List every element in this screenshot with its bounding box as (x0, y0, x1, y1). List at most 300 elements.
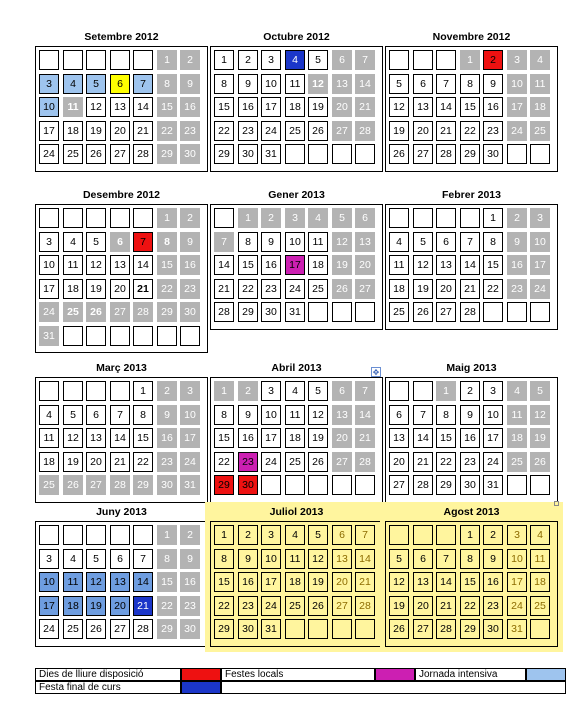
day-cell: 27 (355, 279, 375, 299)
month-title: Juliol 2013 (269, 506, 324, 518)
day-cell: 1 (214, 381, 234, 401)
day-cell: 27 (110, 144, 130, 164)
day-cell: 29 (133, 475, 153, 495)
day-cell: 4 (507, 381, 527, 401)
day-cell: 14 (133, 572, 153, 592)
day-cell: 16 (483, 97, 503, 117)
day-cell: 11 (285, 405, 305, 425)
day-cell: 19 (389, 121, 409, 141)
day-cell: 27 (436, 302, 456, 322)
empty-day-cell (507, 475, 527, 495)
day-cell: 13 (355, 232, 375, 252)
day-cell: 24 (39, 144, 59, 164)
day-cell: 2 (238, 50, 258, 70)
empty-day-cell (355, 144, 375, 164)
day-cell: 3 (261, 381, 281, 401)
day-cell: 19 (63, 452, 83, 472)
day-cell: 23 (483, 121, 503, 141)
day-cell: 24 (483, 452, 503, 472)
day-cell: 1 (436, 381, 456, 401)
day-cell: 1 (157, 525, 177, 545)
day-cell: 26 (413, 302, 433, 322)
day-cell: 30 (180, 619, 200, 639)
empty-day-cell (63, 381, 83, 401)
day-cell: 15 (436, 428, 456, 448)
month-grid (385, 377, 558, 503)
day-cell: 14 (436, 97, 456, 117)
day-cell: 21 (436, 596, 456, 616)
day-cell: 22 (214, 121, 234, 141)
day-cell: 23 (460, 452, 480, 472)
day-cell: 26 (332, 279, 352, 299)
day-cell: 11 (308, 232, 328, 252)
day-cell: 1 (460, 525, 480, 545)
day-cell: 5 (332, 208, 352, 228)
month-calendar (385, 188, 558, 330)
day-cell: 16 (180, 255, 200, 275)
day-cell: 4 (63, 74, 83, 94)
empty-day-cell (110, 381, 130, 401)
day-cell: 2 (483, 50, 503, 70)
table-resize-handle[interactable] (554, 501, 559, 506)
day-cell: 20 (332, 428, 352, 448)
day-cell: 1 (133, 381, 153, 401)
table-move-handle-icon[interactable]: ✥ (372, 368, 380, 377)
day-cell: 19 (86, 596, 106, 616)
day-cell: 29 (436, 475, 456, 495)
empty-day-cell (63, 525, 83, 545)
day-cell: 30 (261, 302, 281, 322)
day-cell: 18 (308, 255, 328, 275)
empty-day-cell (355, 302, 375, 322)
day-cell: 2 (261, 208, 281, 228)
empty-day-cell (285, 475, 305, 495)
empty-day-cell (110, 208, 130, 228)
month-calendar (35, 30, 208, 172)
empty-day-cell (133, 208, 153, 228)
day-cell: 29 (460, 619, 480, 639)
day-cell: 22 (214, 452, 234, 472)
day-cell: 22 (157, 121, 177, 141)
day-cell: 30 (238, 475, 258, 495)
day-cell: 4 (285, 50, 305, 70)
day-cell: 15 (483, 255, 503, 275)
empty-day-cell (332, 144, 352, 164)
day-cell: 3 (261, 50, 281, 70)
day-cell: 3 (530, 208, 550, 228)
empty-day-cell (332, 302, 352, 322)
month-title: Agost 2013 (443, 506, 500, 518)
empty-day-cell (133, 50, 153, 70)
month-calendar (35, 188, 208, 353)
day-cell: 23 (238, 452, 258, 472)
day-cell: 13 (413, 97, 433, 117)
empty-day-cell (39, 381, 59, 401)
empty-day-cell (285, 144, 305, 164)
day-cell: 30 (157, 475, 177, 495)
empty-day-cell (110, 525, 130, 545)
empty-day-cell (285, 619, 305, 639)
day-cell: 20 (389, 452, 409, 472)
empty-day-cell (308, 619, 328, 639)
day-cell: 11 (39, 428, 59, 448)
day-cell: 17 (530, 255, 550, 275)
day-cell: 2 (157, 381, 177, 401)
legend-local-holidays-swatch (375, 668, 415, 681)
day-cell: 5 (86, 549, 106, 569)
day-cell: 29 (157, 302, 177, 322)
empty-day-cell (39, 525, 59, 545)
day-cell: 23 (180, 121, 200, 141)
month-grid (385, 204, 558, 330)
day-cell: 17 (180, 428, 200, 448)
day-cell: 24 (285, 279, 305, 299)
month-grid (210, 46, 383, 172)
day-cell: 22 (157, 596, 177, 616)
day-cell: 26 (63, 475, 83, 495)
day-cell: 12 (86, 97, 106, 117)
day-cell: 21 (413, 452, 433, 472)
empty-day-cell (157, 326, 177, 346)
day-cell: 15 (214, 97, 234, 117)
day-cell: 3 (507, 50, 527, 70)
day-cell: 10 (261, 549, 281, 569)
day-cell: 20 (110, 596, 130, 616)
day-cell: 6 (110, 549, 130, 569)
day-cell: 14 (110, 428, 130, 448)
day-cell: 26 (389, 144, 409, 164)
day-cell: 15 (133, 428, 153, 448)
day-cell: 7 (133, 232, 153, 252)
day-cell: 26 (389, 619, 409, 639)
day-cell: 10 (507, 74, 527, 94)
day-cell: 19 (308, 572, 328, 592)
day-cell: 24 (180, 452, 200, 472)
day-cell: 7 (436, 549, 456, 569)
day-cell: 4 (63, 232, 83, 252)
month-calendar (210, 30, 383, 172)
day-cell: 10 (180, 405, 200, 425)
day-cell: 31 (180, 475, 200, 495)
day-cell: 31 (507, 619, 527, 639)
day-cell: 5 (530, 381, 550, 401)
day-cell: 31 (483, 475, 503, 495)
legend-intensive-day-swatch (526, 668, 566, 681)
day-cell: 17 (261, 572, 281, 592)
day-cell: 6 (389, 405, 409, 425)
empty-day-cell (332, 475, 352, 495)
day-cell: 17 (507, 97, 527, 117)
day-cell: 9 (180, 549, 200, 569)
day-cell: 21 (355, 572, 375, 592)
month-grid (210, 377, 383, 503)
day-cell: 7 (436, 74, 456, 94)
day-cell: 24 (261, 121, 281, 141)
day-cell: 26 (86, 619, 106, 639)
day-cell: 30 (483, 144, 503, 164)
day-cell: 15 (214, 572, 234, 592)
day-cell: 15 (238, 255, 258, 275)
empty-day-cell (308, 475, 328, 495)
day-cell: 8 (238, 232, 258, 252)
day-cell: 6 (110, 232, 130, 252)
empty-day-cell (530, 302, 550, 322)
day-cell: 11 (389, 255, 409, 275)
day-cell: 12 (308, 405, 328, 425)
day-cell: 28 (214, 302, 234, 322)
month-title: Març 2013 (96, 362, 147, 374)
day-cell: 19 (332, 255, 352, 275)
day-cell: 26 (86, 302, 106, 322)
day-cell: 3 (39, 549, 59, 569)
day-cell: 16 (180, 97, 200, 117)
day-cell: 28 (436, 144, 456, 164)
empty-day-cell (86, 326, 106, 346)
day-cell: 10 (261, 74, 281, 94)
month-title: Octubre 2012 (263, 31, 330, 43)
day-cell: 20 (86, 452, 106, 472)
day-cell: 16 (460, 428, 480, 448)
day-cell: 3 (285, 208, 305, 228)
day-cell: 3 (39, 74, 59, 94)
empty-day-cell (86, 525, 106, 545)
day-cell: 9 (180, 74, 200, 94)
day-cell: 4 (285, 381, 305, 401)
empty-day-cell (507, 144, 527, 164)
day-cell: 23 (507, 279, 527, 299)
day-cell: 20 (413, 121, 433, 141)
day-cell: 19 (86, 121, 106, 141)
day-cell: 19 (389, 596, 409, 616)
day-cell: 5 (86, 232, 106, 252)
day-cell: 10 (261, 405, 281, 425)
legend-free-days-swatch (181, 668, 221, 681)
day-cell: 11 (507, 405, 527, 425)
day-cell: 16 (238, 97, 258, 117)
day-cell: 1 (483, 208, 503, 228)
day-cell: 7 (110, 405, 130, 425)
day-cell: 17 (261, 97, 281, 117)
day-cell: 1 (157, 208, 177, 228)
day-cell: 9 (238, 74, 258, 94)
month-calendar (385, 30, 558, 172)
day-cell: 5 (86, 74, 106, 94)
day-cell: 14 (355, 549, 375, 569)
day-cell: 9 (238, 405, 258, 425)
day-cell: 6 (436, 232, 456, 252)
day-cell: 2 (483, 525, 503, 545)
day-cell: 14 (133, 97, 153, 117)
day-cell: 16 (180, 572, 200, 592)
day-cell: 26 (308, 596, 328, 616)
day-cell: 7 (133, 74, 153, 94)
empty-day-cell (413, 525, 433, 545)
day-cell: 14 (436, 572, 456, 592)
day-cell: 17 (39, 279, 59, 299)
day-cell: 4 (63, 549, 83, 569)
day-cell: 8 (157, 549, 177, 569)
month-grid (210, 521, 383, 647)
legend-intensive-day-label: Jornada intensiva (415, 668, 526, 681)
day-cell: 18 (63, 121, 83, 141)
day-cell: 1 (157, 50, 177, 70)
day-cell: 27 (413, 144, 433, 164)
day-cell: 28 (133, 302, 153, 322)
day-cell: 18 (530, 572, 550, 592)
day-cell: 25 (63, 144, 83, 164)
day-cell: 21 (133, 596, 153, 616)
day-cell: 28 (133, 144, 153, 164)
day-cell: 15 (157, 255, 177, 275)
day-cell: 27 (389, 475, 409, 495)
empty-day-cell (436, 525, 456, 545)
day-cell: 25 (63, 302, 83, 322)
day-cell: 28 (110, 475, 130, 495)
empty-day-cell (413, 50, 433, 70)
day-cell: 12 (332, 232, 352, 252)
day-cell: 7 (460, 232, 480, 252)
day-cell: 13 (436, 255, 456, 275)
day-cell: 21 (355, 428, 375, 448)
day-cell: 15 (460, 572, 480, 592)
day-cell: 3 (483, 381, 503, 401)
day-cell: 6 (332, 50, 352, 70)
day-cell: 11 (63, 97, 83, 117)
day-cell: 7 (413, 405, 433, 425)
day-cell: 16 (157, 428, 177, 448)
day-cell: 2 (507, 208, 527, 228)
month-calendar (35, 505, 208, 647)
day-cell: 10 (39, 572, 59, 592)
month-calendar (385, 361, 558, 503)
day-cell: 2 (180, 525, 200, 545)
day-cell: 30 (238, 144, 258, 164)
day-cell: 6 (332, 381, 352, 401)
empty-day-cell (507, 302, 527, 322)
month-grid (35, 377, 208, 503)
day-cell: 9 (460, 405, 480, 425)
day-cell: 15 (157, 97, 177, 117)
day-cell: 12 (63, 428, 83, 448)
day-cell: 12 (86, 255, 106, 275)
day-cell: 25 (285, 121, 305, 141)
day-cell: 23 (483, 596, 503, 616)
day-cell: 26 (308, 452, 328, 472)
day-cell: 4 (389, 232, 409, 252)
day-cell: 30 (180, 302, 200, 322)
day-cell: 21 (133, 279, 153, 299)
empty-day-cell (413, 208, 433, 228)
day-cell: 7 (133, 549, 153, 569)
day-cell: 19 (86, 279, 106, 299)
day-cell: 11 (63, 255, 83, 275)
day-cell: 24 (507, 121, 527, 141)
day-cell: 13 (332, 549, 352, 569)
month-grid (385, 521, 558, 647)
empty-day-cell (413, 381, 433, 401)
day-cell: 20 (332, 97, 352, 117)
day-cell: 30 (460, 475, 480, 495)
day-cell: 24 (507, 596, 527, 616)
day-cell: 31 (285, 302, 305, 322)
day-cell: 19 (308, 97, 328, 117)
day-cell: 27 (413, 619, 433, 639)
day-cell: 12 (413, 255, 433, 275)
empty-day-cell (133, 326, 153, 346)
empty-day-cell (389, 50, 409, 70)
empty-day-cell (133, 525, 153, 545)
day-cell: 6 (86, 405, 106, 425)
day-cell: 27 (110, 619, 130, 639)
day-cell: 16 (507, 255, 527, 275)
day-cell: 14 (413, 428, 433, 448)
empty-day-cell (308, 302, 328, 322)
empty-day-cell (86, 50, 106, 70)
day-cell: 9 (180, 232, 200, 252)
empty-day-cell (180, 326, 200, 346)
empty-day-cell (261, 475, 281, 495)
day-cell: 18 (39, 452, 59, 472)
month-grid (35, 46, 208, 172)
day-cell: 5 (389, 549, 409, 569)
day-cell: 4 (530, 50, 550, 70)
day-cell: 9 (238, 549, 258, 569)
day-cell: 17 (285, 255, 305, 275)
day-cell: 24 (530, 279, 550, 299)
day-cell: 14 (355, 74, 375, 94)
day-cell: 15 (214, 428, 234, 448)
day-cell: 9 (507, 232, 527, 252)
empty-day-cell (436, 208, 456, 228)
day-cell: 10 (483, 405, 503, 425)
month-title: Maig 2013 (446, 362, 497, 374)
day-cell: 13 (86, 428, 106, 448)
empty-day-cell (86, 381, 106, 401)
day-cell: 17 (507, 572, 527, 592)
day-cell: 26 (86, 144, 106, 164)
empty-day-cell (355, 475, 375, 495)
day-cell: 4 (308, 208, 328, 228)
month-grid (385, 46, 558, 172)
empty-day-cell (530, 475, 550, 495)
day-cell: 25 (39, 475, 59, 495)
empty-day-cell (110, 326, 130, 346)
day-cell: 26 (530, 452, 550, 472)
day-cell: 7 (355, 525, 375, 545)
day-cell: 24 (39, 302, 59, 322)
empty-day-cell (63, 208, 83, 228)
day-cell: 22 (214, 596, 234, 616)
day-cell: 22 (436, 452, 456, 472)
empty-day-cell (530, 144, 550, 164)
month-grid (210, 204, 383, 330)
month-calendar (210, 188, 383, 330)
day-cell: 7 (214, 232, 234, 252)
month-calendar (210, 505, 383, 647)
day-cell: 28 (436, 619, 456, 639)
day-cell: 1 (214, 525, 234, 545)
day-cell: 13 (389, 428, 409, 448)
day-cell: 16 (261, 255, 281, 275)
empty-day-cell (63, 50, 83, 70)
month-calendar (35, 361, 208, 503)
day-cell: 6 (110, 74, 130, 94)
day-cell: 18 (285, 572, 305, 592)
day-cell: 12 (389, 97, 409, 117)
day-cell: 17 (483, 428, 503, 448)
day-cell: 8 (214, 549, 234, 569)
day-cell: 2 (180, 50, 200, 70)
